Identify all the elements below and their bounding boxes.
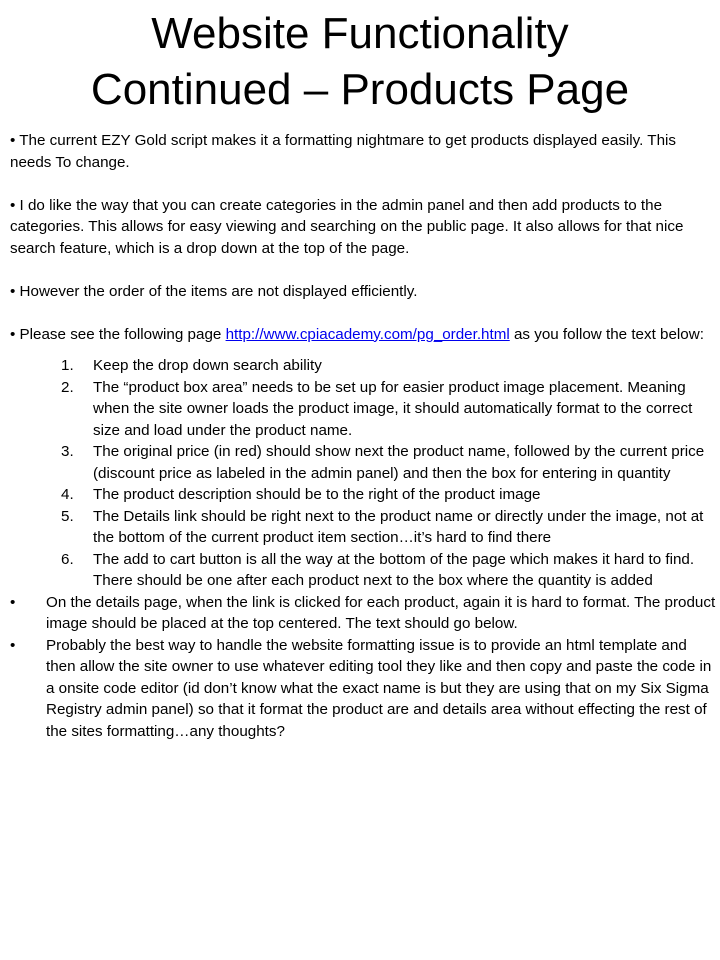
list-item-number: 5. (61, 507, 74, 525)
bullet-item-html-template (10, 635, 716, 743)
numbered-steps-list (10, 355, 716, 592)
list-item-number: 1. (61, 357, 74, 374)
slide-body (10, 130, 716, 742)
list-item-number: 4. (61, 486, 74, 503)
order-page-link[interactable]: http://www.cpiacademy.com/pg_order.html (225, 325, 510, 343)
list-item (10, 549, 716, 592)
list-item-text: The “product box area” needs to be set up for easier product image placement. Meaning when the site owner loads the product image, it should automatically format to the correct size and load under the product name. (93, 378, 693, 439)
list-item (10, 377, 716, 442)
bullet-icon: • (10, 593, 16, 611)
list-item-number: 6. (61, 550, 74, 568)
list-item (10, 441, 716, 484)
slide-title-line-1: Website Functionality (151, 9, 569, 58)
link-paragraph-after: as you follow the text below: (509, 325, 704, 343)
list-item-number: 3. (61, 443, 74, 460)
list-item-text: The Details link should be right next to the product name or directly under the image, not at the bottom of the current product item section…it’s hard to find there (93, 507, 704, 546)
slide-title-line-2: Continued – Products Page (90, 65, 630, 114)
paragraph-see-page (10, 324, 716, 346)
list-item (10, 355, 716, 377)
list-item (10, 484, 716, 506)
list-item-text: Keep the drop down search ability (93, 357, 322, 374)
slide-title (0, 6, 720, 118)
list-item-number: 2. (61, 378, 74, 396)
bullet-icon: • (10, 636, 16, 654)
bullet-list (10, 592, 716, 743)
bullet-text: On the details page, when the link is clicked for each product, again it is hard to format. The product image should be placed at the top centered. The text should go below. (46, 593, 716, 632)
paragraph-categories: • I do like the way that you can create categories in the admin panel and then add products to the categories. This allows for easy viewing and searching on the public page. It also allows for that nice search feature, which is a drop down at the top of the page. (10, 196, 684, 257)
link-paragraph-before: • Please see the following page (10, 325, 226, 343)
list-item-text: The product description should be to the right of the product image (93, 486, 541, 503)
list-item-text: The original price (in red) should show next the product name, followed by the current price (discount price as labeled in the admin panel) and then the box for entering in quantity (93, 443, 705, 482)
paragraph-order-inefficient: • However the order of the items are not displayed efficiently. (10, 282, 418, 300)
list-item-text: The add to cart button is all the way at the bottom of the page which makes it hard to find. There should be one after each product next to the box where the quantity is added (93, 550, 695, 589)
paragraph-formatting-nightmare: • The current EZY Gold script makes it a formatting nightmare to get products displayed easily. This needs To change. (10, 132, 676, 171)
bullet-text: Probably the best way to handle the website formatting issue is to provide an html template and then allow the site owner to use whatever editing tool they like and then copy and paste the code in a onsite code editor (id don’t know what the exact name is but they are using that on my Six Sigma Registry admin panel) so that it format the product are and details area without effecting the rest of the sites formatting…any thoughts? (46, 636, 712, 740)
list-item (10, 506, 716, 549)
bullet-item-details-page (10, 592, 716, 635)
